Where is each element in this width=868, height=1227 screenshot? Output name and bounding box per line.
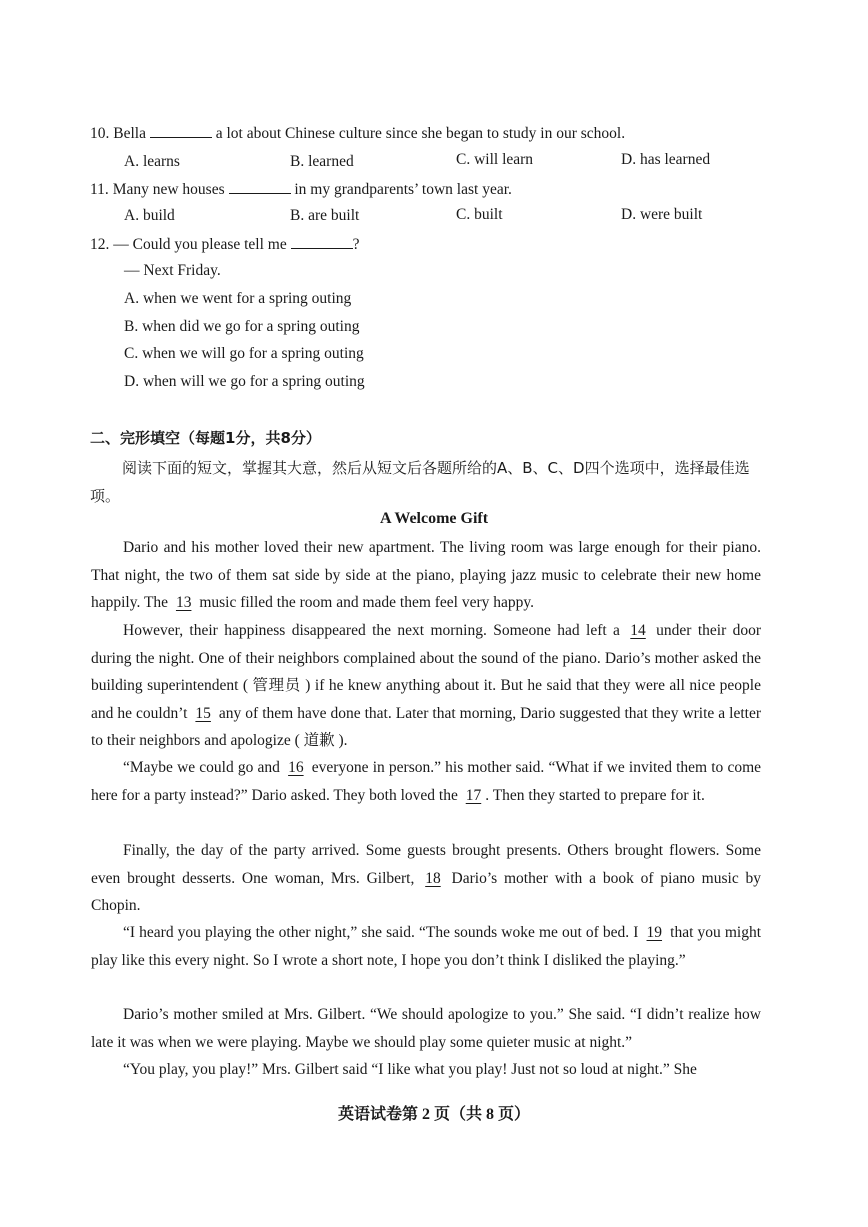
passage-paragraph-4: Finally, the day of the party arrived. Some guests brought presents. Others brought flowers. Some even brought desserts. One woman, Mrs. Gilbert, 18 Dario’s mother with a book of piano music by Chopin.: [91, 842, 762, 915]
passage-paragraph-7: “You play, you play!” Mrs. Gilbert said “I like what you play! Just not so loud at night.” She: [123, 1061, 697, 1078]
option-a: A. build: [124, 207, 175, 224]
question-number: 11.: [90, 181, 109, 198]
question-stem-pre: Bella: [113, 125, 146, 142]
option-a: A. when we went for a spring outing: [124, 290, 352, 307]
blank-15: 15: [195, 704, 211, 722]
blank-13: 13: [175, 594, 192, 612]
passage-paragraph-5: “I heard you playing the other night,” she said. “The sounds woke me out of bed. I 19 that you might play like this every night. So I wrote a short note, I hope you don’t think I disliked the playing.”: [91, 924, 762, 969]
passage-paragraph-6: Dario’s mother smiled at Mrs. Gilbert. “We should apologize to you.” She said. “I didn’t realize how late it was when we were playing. Maybe we should play some quieter music at night.”: [91, 1006, 761, 1051]
option-b: B. when did we go for a spring outing: [124, 318, 360, 335]
option-b: B. learned: [290, 153, 354, 170]
section-instruction: 阅读下面的短文，掌握其大意，然后从短文后各题所给的A、B、C、D四个选项中，选择最佳选项。: [90, 459, 750, 505]
option-b: B. are built: [290, 207, 360, 224]
question-stem-post: a lot about Chinese culture since she began to study in our school.: [215, 125, 626, 142]
option-d: D. when will we go for a spring outing: [124, 373, 365, 390]
option-d: D. has learned: [621, 151, 711, 168]
passage-paragraph-1: Dario and his mother loved their new apartment. The living room was large enough for their piano. That night, the two of them sat side by side at the piano, playing jazz music to celebrate their new home happily. The 13 music filled the room and made them feel very happy.: [91, 539, 761, 612]
passage-paragraph-3: “Maybe we could go and 16 everyone in person.” his mother said. “What if we invited them to come here for a party instead?” Dario asked. They both loved the 17 . Then they started to prepare for it.: [91, 759, 762, 804]
answer-blank: [229, 180, 291, 194]
page-footer: 英语试卷第 2 页（共 8 页）: [337, 1106, 530, 1123]
blank-19: 19: [646, 924, 663, 941]
option-c: C. when we will go for a spring outing: [124, 345, 364, 362]
option-c: C. will learn: [456, 151, 534, 168]
blank-18: 18: [425, 869, 441, 887]
option-c: C. built: [456, 206, 503, 223]
question-10: [90, 124, 625, 143]
blank-17: 17: [465, 786, 482, 804]
blank-16: 16: [288, 759, 304, 776]
answer-blank: [150, 124, 212, 138]
option-d: D. were built: [621, 206, 703, 223]
question-stem-post: in my grandparents’ town last year.: [294, 181, 512, 198]
question-stem-post: ?: [352, 236, 360, 253]
question-11: [90, 180, 512, 199]
passage-paragraph-2: However, their happiness disappeared the next morning. Someone had left a 14 under their door during the night. One of their neighbors complained about the sound of the piano. Dario’s mother asked the building superintendent ( 管理员 ) if he knew anything about it. But he said that they were all nice people and he couldn’t 15 any of them have done that. Later that morning, Dario suggested that they write a letter to their neighbors and apologize ( 道歉 ).: [91, 622, 762, 750]
option-a: A. learns: [124, 153, 180, 170]
section-title: 二、完形填空（每题1分，共8分）: [90, 429, 321, 447]
question-number: 10.: [90, 125, 110, 142]
answer-blank: [291, 235, 353, 249]
dialogue-reply: — Next Friday.: [124, 262, 221, 279]
question-stem-pre: — Could you please tell me: [113, 236, 287, 253]
passage-title: A Welcome Gift: [379, 510, 489, 527]
question-stem-pre: Many new houses: [112, 181, 225, 198]
question-number: 12.: [90, 236, 110, 253]
question-12: [90, 235, 360, 254]
blank-14: 14: [630, 622, 646, 639]
